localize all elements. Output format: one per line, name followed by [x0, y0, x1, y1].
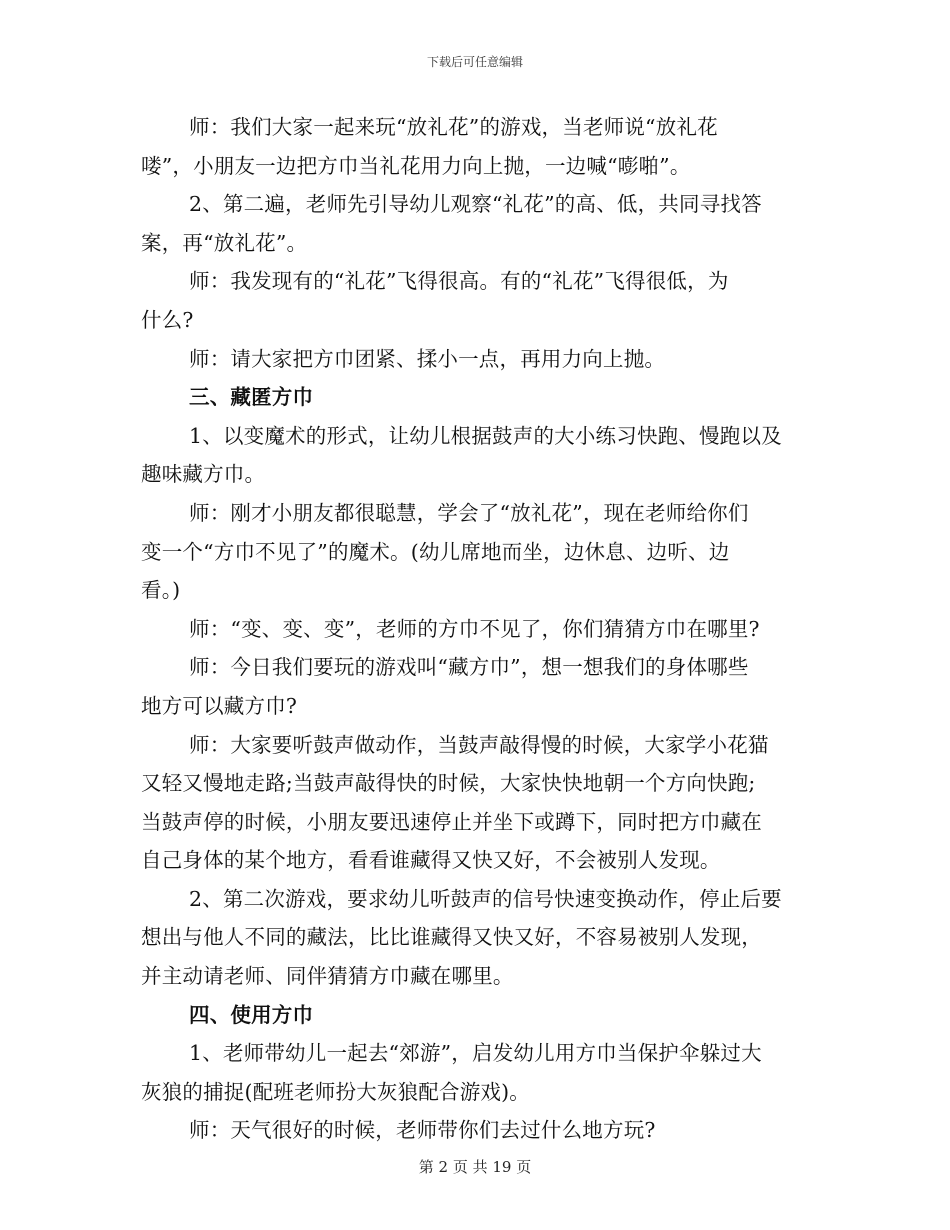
text-line: 又轻又慢地走路;当鼓声敲得快的时候，大家快快地朝一个方向快跑; [141, 771, 756, 796]
text-line: 2、第二遍，老师先引导幼儿观察“礼花”的高、低，共同寻找答 [189, 192, 762, 217]
text-line: 师：我们大家一起来玩“放礼花”的游戏，当老师说“放礼花 [189, 115, 718, 139]
text-line: 变一个“方巾不见了”的魔术。(幼儿席地而坐，边休息、边听、边 [141, 539, 730, 564]
text-line: 趣味藏方巾。 [141, 462, 266, 487]
text-line: 喽”，小朋友一边把方巾当礼花用力向上抛，一边喊“嘭啪”。 [141, 153, 691, 178]
text-line: 自己身体的某个地方，看看谁藏得又快又好，不会被别人发现。 [141, 848, 721, 873]
page-footer: 第 2 页 共 19 页 [418, 1158, 532, 1176]
text-line: 师：“变、变、变”，老师的方巾不见了，你们猜猜方巾在哪里? [189, 616, 760, 641]
text-line: 师：请大家把方巾团紧、揉小一点，再用力向上抛。 [189, 346, 666, 371]
text-line: 1、老师带幼儿一起去“郊游”，启发幼儿用方巾当保护伞躲过大 [189, 1041, 762, 1066]
text-line: 什么? [141, 307, 194, 332]
text-line: 2、第二次游戏，要求幼儿听鼓声的信号快速变换动作，停止后要 [189, 886, 782, 911]
text-line: 想出与他人不同的藏法，比比谁藏得又快又好，不容易被别人发现， [141, 925, 762, 950]
section-heading: 四、使用方巾 [189, 1002, 314, 1027]
text-line: 当鼓声停的时候，小朋友要迅速停止并坐下或蹲下，同时把方巾藏在 [141, 809, 762, 834]
text-line: 地方可以藏方巾? [141, 693, 298, 718]
text-line: 看。) [141, 578, 181, 603]
text-line: 师：今日我们要玩的游戏叫“藏方巾”，想一想我们的身体哪些 [189, 655, 749, 680]
section-heading: 三、藏匿方巾 [189, 385, 314, 410]
text-line: 灰狼的捕捉(配班老师扮大灰狼配合游戏)。 [141, 1079, 530, 1104]
text-line: 师：刚才小朋友都很聪慧，学会了“放礼花”，现在老师给你们 [189, 500, 749, 525]
document-body [141, 108, 813, 1150]
page-header: 下载后可任意编辑 [426, 55, 523, 69]
text-line: 1、以变魔术的形式，让幼儿根据鼓声的大小练习快跑、慢跑以及 [189, 423, 782, 448]
text-line: 师：大家要听鼓声做动作，当鼓声敲得慢的时候，大家学小花猫 [189, 732, 769, 757]
text-line: 师：我发现有的“礼花”飞得很高。有的“礼花”飞得很低，为 [189, 269, 729, 294]
text-line: 案，再“放礼花”。 [141, 230, 308, 255]
text-line: 并主动请老师、同伴猜猜方巾藏在哪里。 [141, 964, 514, 989]
text-line: 师：天气很好的时候，老师带你们去过什么地方玩? [189, 1118, 656, 1143]
